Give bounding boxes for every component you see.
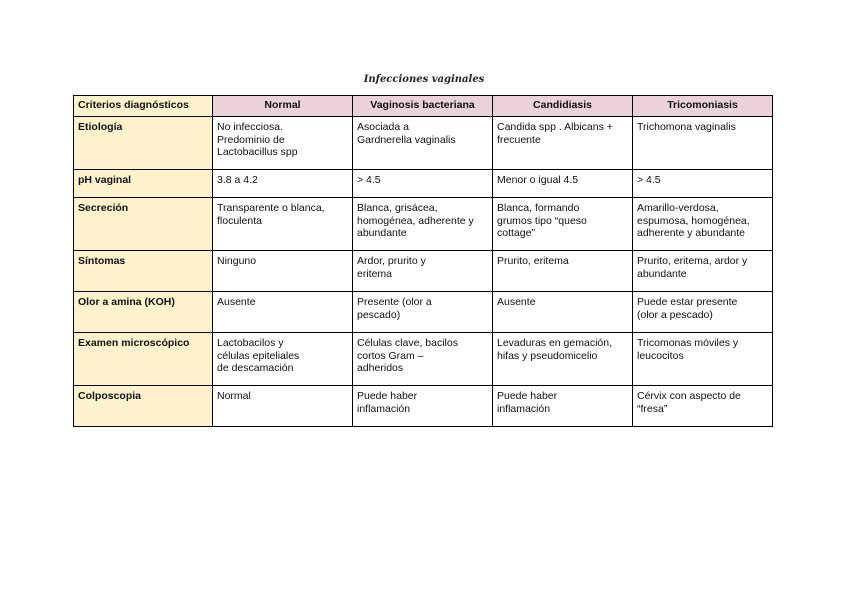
cell-text-line: adherente y abundante: [637, 227, 746, 239]
cell-text-line: > 4.5: [637, 174, 661, 186]
cell-text-line: cortos Gram –: [357, 349, 424, 362]
table-header-row: [74, 96, 773, 117]
cell-candidiasis: [493, 333, 633, 386]
cell-text-line: 3.8 a 4.2: [217, 174, 258, 186]
cell-trichomoniasis: [633, 170, 773, 198]
cell-text-line: Amarillo-verdosa,: [637, 202, 719, 214]
cell-vaginosis: [353, 198, 493, 251]
cell-text-line: Ninguno: [217, 255, 257, 267]
header-candidiasis: Candidiasis: [493, 96, 633, 117]
cell-text-line: Puede haber: [497, 390, 558, 402]
cell-trichomoniasis: [633, 292, 773, 333]
cell-text-line: eritema: [357, 267, 393, 280]
cell-text-line: Ardor, prurito y: [357, 255, 426, 267]
cell-trichomoniasis: [633, 333, 773, 386]
table-row-sintomas: [74, 251, 773, 292]
cell-trichomoniasis: [633, 251, 773, 292]
cell-text-line: Blanca, formando: [497, 202, 580, 214]
cell-text-line: pescado): [357, 308, 401, 321]
cell-text-line: Tricomonas móviles y: [637, 337, 739, 349]
cell-text-line: Presente (olor a: [357, 296, 432, 308]
table-row-olor-amina: [74, 292, 773, 333]
cell-text-line: Puede haber: [357, 390, 418, 402]
cell-text-line: espumosa, homogénea,: [637, 214, 750, 227]
cell-vaginosis: [353, 386, 493, 427]
row-label: Secreción: [74, 198, 213, 251]
cell-text-line: Prurito, eritema, ardor y: [637, 255, 748, 267]
cell-normal: [213, 386, 353, 427]
cell-vaginosis: [353, 117, 493, 170]
cell-text-line: leucocitos: [637, 349, 684, 362]
cell-text-line: inflamación: [497, 402, 551, 415]
cell-text-line: Puede estar presente: [637, 296, 738, 308]
cell-text-line: Transparente o blanca,: [217, 202, 325, 214]
cell-vaginosis: [353, 170, 493, 198]
document-title: Infecciones vaginales: [363, 74, 485, 85]
cell-text-line: abundante: [637, 267, 687, 280]
cell-text-line: > 4.5: [357, 174, 381, 186]
row-label: Olor a amina (KOH): [74, 292, 213, 333]
cell-text-line: inflamación: [357, 402, 411, 415]
cell-text-line: Lactobacillus spp: [217, 146, 298, 158]
cell-candidiasis: [493, 117, 633, 170]
row-label: Examen microscópico: [74, 333, 213, 386]
table-row-secrecion: [74, 198, 773, 251]
row-label: Etiología: [74, 117, 213, 170]
cell-text-line: hifas y pseudomicelio: [497, 349, 598, 362]
header-criteria: Criterios diagnósticos: [74, 96, 213, 117]
table-row-ph-vaginal: [74, 170, 773, 198]
cell-trichomoniasis: [633, 117, 773, 170]
cell-text-line: Ausente: [217, 296, 256, 308]
cell-normal: [213, 333, 353, 386]
cell-text-line: Asociada a: [357, 121, 409, 133]
cell-candidiasis: [493, 198, 633, 251]
cell-text-line: Trichomona vaginalis: [637, 121, 736, 133]
cell-text-line: Prurito, eritema: [497, 255, 569, 267]
row-label: Colposcopia: [74, 386, 213, 427]
cell-text-line: Candida spp . Albicans +: [497, 121, 613, 133]
header-normal: Normal: [213, 96, 353, 117]
cell-trichomoniasis: [633, 386, 773, 427]
cell-text-line: homogénea, adherente y: [357, 214, 474, 227]
header-trichomoniasis: Tricomoniasis: [633, 96, 773, 117]
cell-candidiasis: [493, 292, 633, 333]
cell-text-line: Menor o igual 4.5: [497, 174, 579, 186]
cell-text-line: Normal: [217, 390, 251, 402]
cell-text-line: células epiteliales: [217, 349, 300, 362]
cell-text-line: de descamación: [217, 362, 294, 374]
row-label: Síntomas: [74, 251, 213, 292]
cell-normal: [213, 170, 353, 198]
cell-text-line: cottage”: [497, 227, 535, 239]
table-row-examen-microscopico: [74, 333, 773, 386]
cell-candidiasis: [493, 386, 633, 427]
cell-trichomoniasis: [633, 198, 773, 251]
diagnostic-table: [73, 95, 773, 427]
cell-text-line: frecuente: [497, 133, 541, 146]
cell-text-line: Blanca, grisácea,: [357, 202, 438, 214]
cell-normal: [213, 117, 353, 170]
cell-text-line: “fresa”: [637, 402, 668, 415]
cell-text-line: No infecciosa.: [217, 121, 283, 133]
cell-normal: [213, 198, 353, 251]
cell-normal: [213, 251, 353, 292]
cell-candidiasis: [493, 170, 633, 198]
cell-text-line: Lactobacilos y: [217, 337, 284, 349]
header-vaginosis: Vaginosis bacteriana: [353, 96, 493, 117]
cell-vaginosis: [353, 333, 493, 386]
cell-text-line: grumos tipo “queso: [497, 214, 587, 227]
cell-text-line: adheridos: [357, 362, 404, 374]
cell-text-line: Predominio de: [217, 133, 285, 146]
cell-text-line: (olor a pescado): [637, 308, 713, 321]
cell-text-line: Gardnerella vaginalis: [357, 133, 456, 146]
cell-text-line: Levaduras en gemación,: [497, 337, 612, 349]
table-row-etiologia: [74, 117, 773, 170]
cell-candidiasis: [493, 251, 633, 292]
cell-text-line: floculenta: [217, 214, 262, 227]
cell-vaginosis: [353, 292, 493, 333]
cell-text-line: Células clave, bacilos: [357, 337, 458, 349]
cell-text-line: Ausente: [497, 296, 536, 308]
row-label: pH vaginal: [74, 170, 213, 198]
table-row-colposcopia: [74, 386, 773, 427]
cell-normal: [213, 292, 353, 333]
cell-vaginosis: [353, 251, 493, 292]
cell-text-line: abundante: [357, 227, 407, 239]
cell-text-line: Cérvix con aspecto de: [637, 390, 741, 402]
